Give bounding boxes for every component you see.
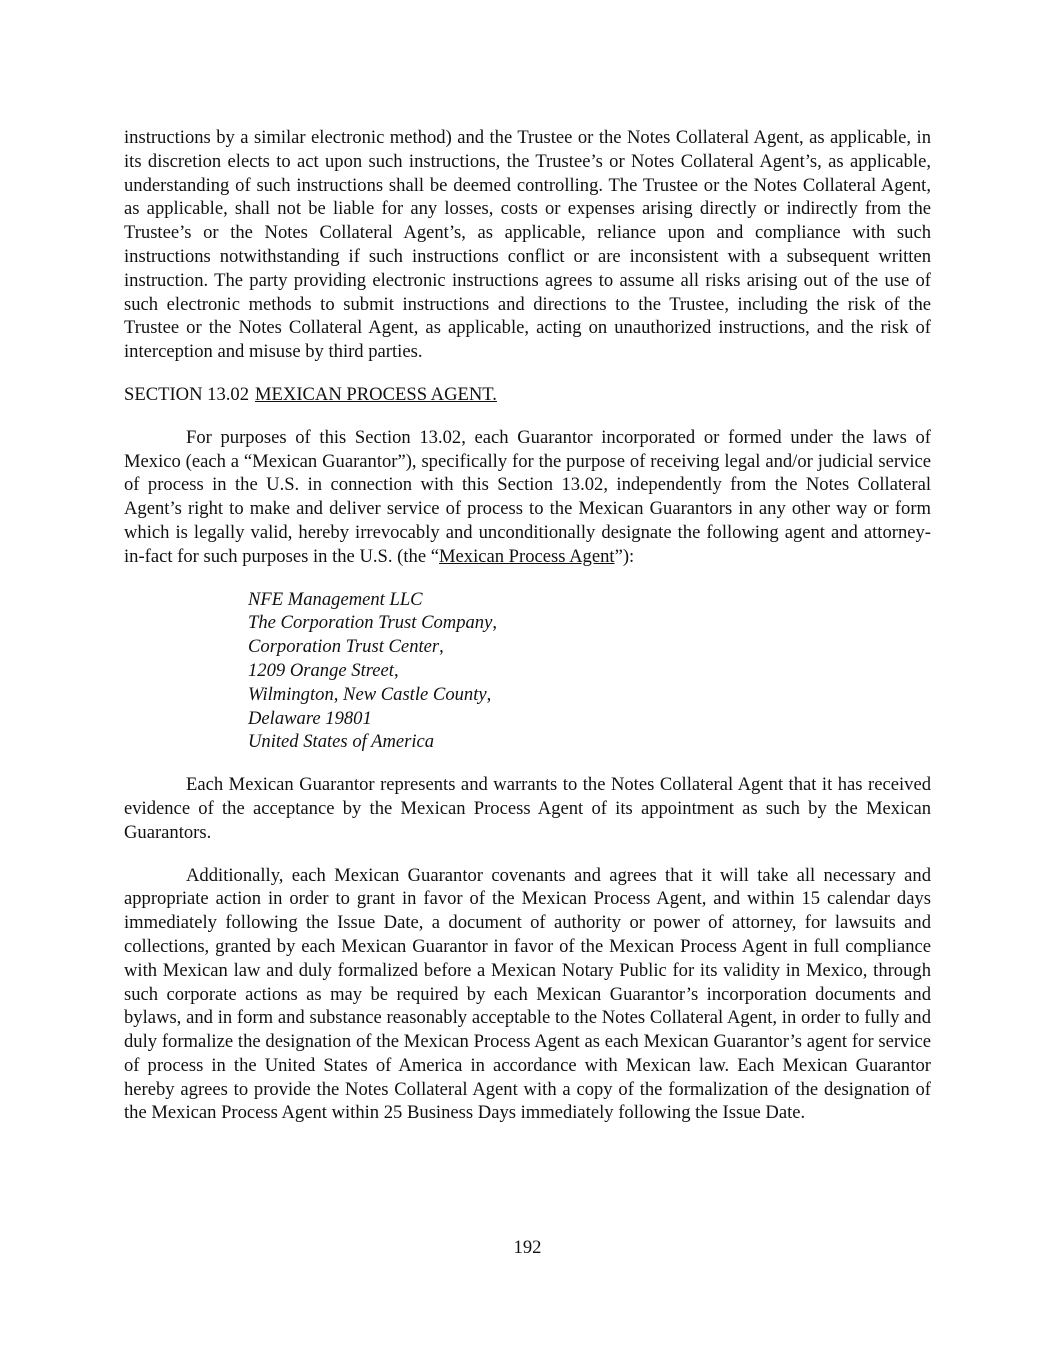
address-line-2-name: The Corporation Trust Company [248,612,493,634]
address-line-7: United States of America [248,731,435,753]
address-line-3-comma: , [439,636,444,658]
document-page [124,126,931,1144]
page-number: 192 [513,1237,542,1258]
address-line-5-county: New Castle County [343,683,487,705]
address-line-4-name: 1209 Orange Street [248,659,394,681]
address-line-5-sep: , [333,683,344,705]
address-line-3 [248,635,931,659]
section-title: MEXICAN PROCESS AGENT. [255,383,497,405]
address-line-3-name: Corporation Trust Center [248,636,440,658]
designation-text: For purposes of this Section 13.02, each Guarantor incorporated or formed under the laws of Mexico (each a “Mexican Guarantor”), specifically for the purpose of receiving legal and/or judicial service of process in the U.S. in connection with this Section 13.02, independently from the Notes Collateral Agent’s right to make and deliver service of process to the Mexican Guarantors in any other way or form which is legally valid, hereby irrevocably and unconditionally designate the following agent and attorney-in-fact for such purposes in the U.S. (the “ [124,426,931,567]
address-line-4 [248,659,931,683]
address-line-4-comma: , [393,659,399,681]
address-line-5-comma: , [486,683,492,705]
section-number: SECTION 13.02 [124,383,249,405]
section-heading [124,383,931,407]
address-line-5-city: Wilmington [248,683,334,705]
address-line-6: Delaware 19801 [248,707,372,729]
representation-paragraph: Each Mexican Guarantor represents and warrants to the Notes Collateral Agent that it has received evidence of the acceptance by the Mexican Process Agent of its appointment as such by the Mexican Guarantors. [124,774,931,843]
address-line-2 [248,611,931,635]
defined-term-mexican-process-agent: Mexican Process Agent [438,545,615,567]
continuation-paragraph: instructions by a similar electronic method) and the Trustee or the Notes Collateral Agent, as applicable, in its discretion elects to act upon such instructions, the Trustee’s or Notes Collateral Agent’s, as applicable, understanding of such instructions shall be deemed controlling. The Trustee or the Notes Collateral Agent, as applicable, shall not be liable for any losses, costs or expenses arising directly or indirectly from the Trustee’s or the Notes Collateral Agent’s, as applicable, reliance upon and compliance with such instructions notwithstanding if such instructions conflict or are inconsistent with a subsequent written instruction. The party providing electronic instructions agrees to assume all risks arising out of the use of such electronic methods to submit instructions and directions to the Trustee, including the risk of the Trustee or the Notes Collateral Agent, as applicable, acting on unauthorized instructions, and the risk of interception and misuse by third parties. [124,127,931,363]
designation-paragraph [124,426,931,569]
covenant-paragraph: Additionally, each Mexican Guarantor covenants and agrees that it will take all necessary and appropriate action in order to grant in favor of the Mexican Process Agent, and within 15 calendar days immediately following the Issue Date, a document of authority or power of attorney, for lawsuits and collections, granted by each Mexican Guarantor in favor of the Mexican Process Agent in full compliance with Mexican law and duly formalized before a Mexican Notary Public for its validity in Mexico, through such corporate actions as may be required by each Mexican Guarantor’s incorporation documents and bylaws, and in form and substance reasonably acceptable to the Notes Collateral Agent, in order to fully and duly formalize the designation of the Mexican Process Agent as each Mexican Guarantor’s agent for service of process in the United States of America in accordance with Mexican law. Each Mexican Guarantor hereby agrees to provide the Notes Collateral Agent with a copy of the formalization of the designation of the Mexican Process Agent within 25 Business Days immediately following the Issue Date. [124,864,931,1124]
process-agent-address [248,588,931,755]
address-line-1: NFE Management LLC [248,588,423,610]
address-line-2-comma: , [492,612,497,634]
address-line-5 [248,683,931,707]
designation-end: ”): [614,545,635,567]
